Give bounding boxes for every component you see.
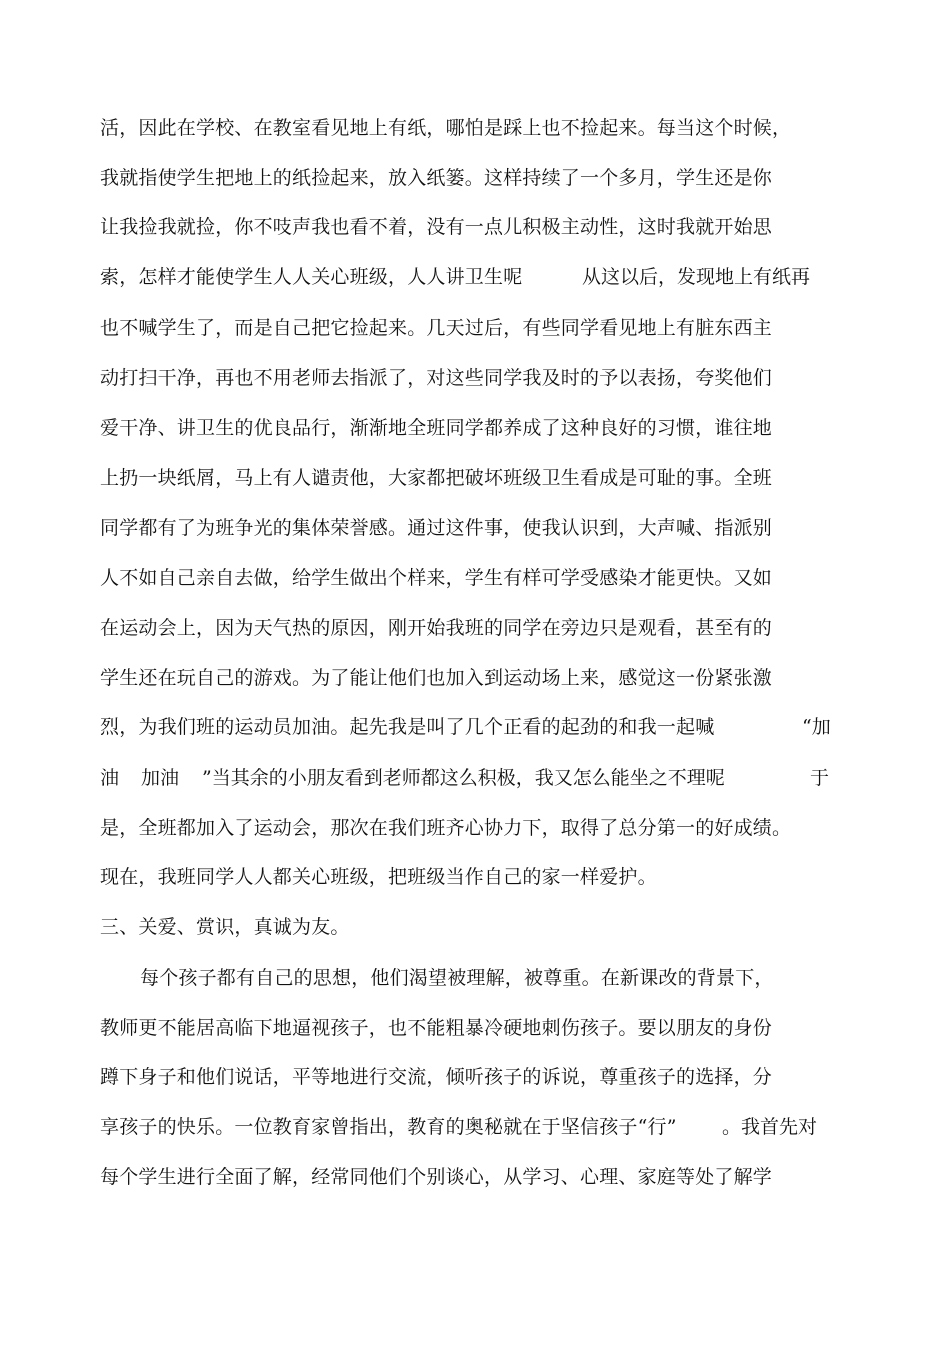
text-line: 爱干净、讲卫生的优良品行，渐渐地全班同学都养成了这种良好的习惯，谁往地: [100, 417, 773, 439]
text-line-segment: 加油: [141, 767, 180, 789]
section-heading: 三、关爱、赏识，真诚为友。: [100, 916, 350, 938]
text-line: 人不如自己亲自去做，给学生做出个样来，学生有样可学受感染才能更快。又如: [100, 567, 773, 589]
text-line: 我就指使学生把地上的纸捡起来，放入纸篓。这样持续了一个多月，学生还是你: [100, 167, 773, 189]
paragraph-first-line: 每个孩子都有自己的思想，他们渴望被理解，被尊重。在新课改的背景下，: [140, 967, 774, 989]
text-line: 学生还在玩自己的游戏。为了能让他们也加入到运动场上来，感觉这一份紧张激: [100, 667, 773, 689]
text-line: 蹲下身子和他们说话，平等地进行交流，倾听孩子的诉说，尊重孩子的选择，分: [100, 1066, 773, 1088]
text-line: 烈，为我们班的运动员加油。起先我是叫了几个正看的起劲的和我一起喊: [100, 716, 715, 738]
text-line-segment: 从这以后，发现地上有纸再: [582, 266, 811, 288]
text-line: 在运动会上，因为天气热的原因，刚开始我班的同学在旁边只是观看，甚至有的: [100, 617, 773, 639]
text-line: 教师更不能居高临下地逼视孩子，也不能粗暴冷硬地刺伤孩子。要以朋友的身份: [100, 1017, 773, 1039]
text-line: 也不喊学生了，而是自己把它捡起来。几天过后，有些同学看见地上有脏东西主: [100, 317, 773, 339]
text-line: 让我捡我就捡，你不吱声我也看不着，没有一点儿积极主动性，这时我就开始思: [100, 216, 773, 238]
text-line-segment: ”当其余的小朋友看到老师都这么积极，我又怎么能坐之不理呢: [202, 767, 725, 789]
text-line: 享孩子的快乐。一位教育家曾指出，教育的奥秘就在于坚信孩子“行”: [100, 1116, 677, 1138]
text-line: 上扔一块纸屑，马上有人谴责他，大家都把破坏班级卫生看成是可耻的事。全班: [100, 467, 773, 489]
text-line-segment: 油: [100, 767, 120, 789]
text-line-segment: 于: [810, 767, 830, 789]
text-line: 活，因此在学校、在教室看见地上有纸，哪怕是踩上也不捡起来。每当这个时候，: [100, 117, 792, 139]
text-line: 同学都有了为班争光的集体荣誉感。通过这件事，使我认识到，大声喊、指派别: [100, 517, 773, 539]
text-line: 每个学生进行全面了解，经常同他们个别谈心，从学习、心理、家庭等处了解学: [100, 1166, 773, 1188]
text-line-segment: 。我首先对: [722, 1116, 818, 1138]
text-line: 现在，我班同学人人都关心班级，把班级当作自己的家一样爱护。: [100, 866, 657, 888]
text-line: 动打扫干净，再也不用老师去指派了，对这些同学我及时的予以表扬，夸奖他们: [100, 367, 773, 389]
text-line: 是，全班都加入了运动会，那次在我们班齐心协力下，取得了总分第一的好成绩。: [100, 817, 792, 839]
text-line: 索，怎样才能使学生人人关心班级，人人讲卫生呢: [100, 266, 523, 288]
text-line-segment: “加: [802, 716, 831, 738]
